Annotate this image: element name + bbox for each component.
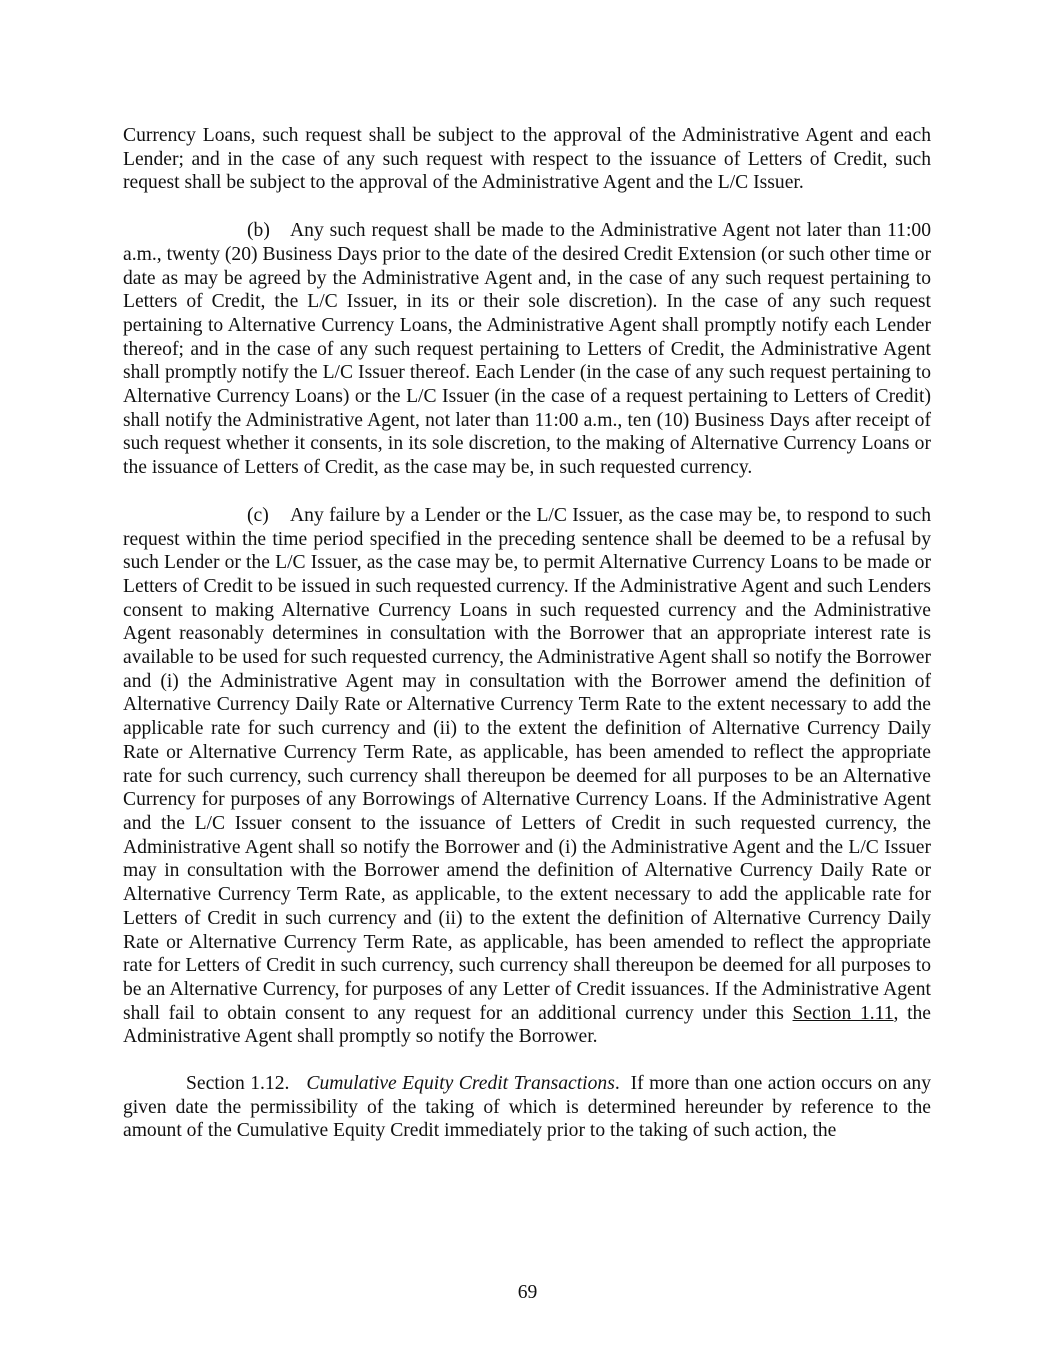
- section-number: Section 1.12.: [186, 1073, 290, 1095]
- paragraph-b-marker: (b): [247, 220, 270, 242]
- paragraph-c-text: Any failure by a Lender or the L/C Issuer, as the case may be, to respond to such request within the time period specified in the preceding sentence shall be deemed to be a refusal by such Lender or the L/C Issuer, as the case may be, to permit Alternative Currency Loans to be made or Letters of Credit to be issued in such requested currency. If the Administrative Agent and such Lenders consent to making Alternative Currency Loans in such requested currency and the Administrative Agent reasonably determines in consultation with the Borrower that an appropriate interest rate is available to be used for such requested currency, the Administrative Agent shall so notify the Borrower and (i) the Administrative Agent may in consultation with the Borrower amend the definition of Alternative Currency Daily Rate or Alternative Currency Term Rate to the extent necessary to add the applicable rate for such currency and (ii) to the extent the definition of Alternative Currency Daily Rate or Alternative Currency Term Rate, as applicable, has been amended to reflect the appropriate rate for such currency, such currency shall thereupon be deemed for all purposes to be an Alternative Currency for purposes of any Borrowings of Alternative Currency Loans. If the Administrative Agent and the L/C Issuer consent to the issuance of Letters of Credit in such requested currency, the Administrative Agent shall so notify the Borrower and (i) the Administrative Agent and the L/C Issuer may in consultation with the Borrower amend the definition of Alternative Currency Daily Rate or Alternative Currency Term Rate, as applicable, to the extent necessary to add the applicable rate for Letters of Credit in such currency and (ii) to the extent the definition of Alternative Currency Daily Rate or Alternative Currency Term Rate, as applicable, has been amended to reflect the appropriate rate for Letters of Credit in such currency, such currency shall thereupon be deemed for all purposes to be an Alternative Currency, for purposes of any Letter of Credit issuances. If the Administrative Agent shall fail to obtain consent to any request for an additional currency under this: [123, 504, 931, 1024]
- paragraph-c-marker: (c): [247, 504, 269, 526]
- paragraph-b: [123, 219, 931, 480]
- document-page: [123, 124, 931, 1143]
- paragraph-c-text-end: , the Administrative Agent shall promptly so notify the Borrower.: [123, 1002, 931, 1048]
- page-number: 69: [517, 1282, 538, 1303]
- section-1-12-paragraph: [123, 1072, 931, 1143]
- section-text: If more than one action occurs on any given date the permissibility of the taking of which is determined hereunder by reference to the amount of the Cumulative Equity Credit immediately prior to the taking of such action, the: [123, 1073, 931, 1142]
- section-heading-period: .: [614, 1073, 620, 1095]
- section-1-11-link[interactable]: Section 1.11: [792, 1002, 894, 1024]
- paragraph-b-text: Any such request shall be made to the Administrative Agent not later than 11:00 a.m., twenty (20) Business Days prior to the date of the desired Credit Extension (or such other time or date as may be agreed by the Administrative Agent and, in the case of any such request pertaining to Letters of Credit, the L/C Issuer, in its or their sole discretion). In the case of any such request pertaining to Alternative Currency Loans, the Administrative Agent shall promptly notify each Lender thereof; and in the case of any such request pertaining to Letters of Credit, the Administrative Agent shall promptly notify the L/C Issuer thereof. Each Lender (in the case of any such request pertaining to Alternative Currency Loans) or the L/C Issuer (in the case of a request pertaining to Letters of Credit) shall notify the Administrative Agent, not later than 11:00 a.m., ten (10) Business Days after receipt of such request whether it consents, in its sole discretion, to the making of Alternative Currency Loans or the issuance of Letters of Credit, as the case may be, in such requested currency.: [123, 220, 931, 479]
- paragraph-a-continuation: Currency Loans, such request shall be subject to the approval of the Administrative Agent and each Lender; and in the case of any such request with respect to the issuance of Letters of Credit, such request shall be subject to the approval of the Administrative Agent and the L/C Issuer.: [123, 125, 931, 194]
- paragraph-c: [123, 504, 931, 1049]
- section-heading: Cumulative Equity Credit Transactions: [306, 1073, 615, 1095]
